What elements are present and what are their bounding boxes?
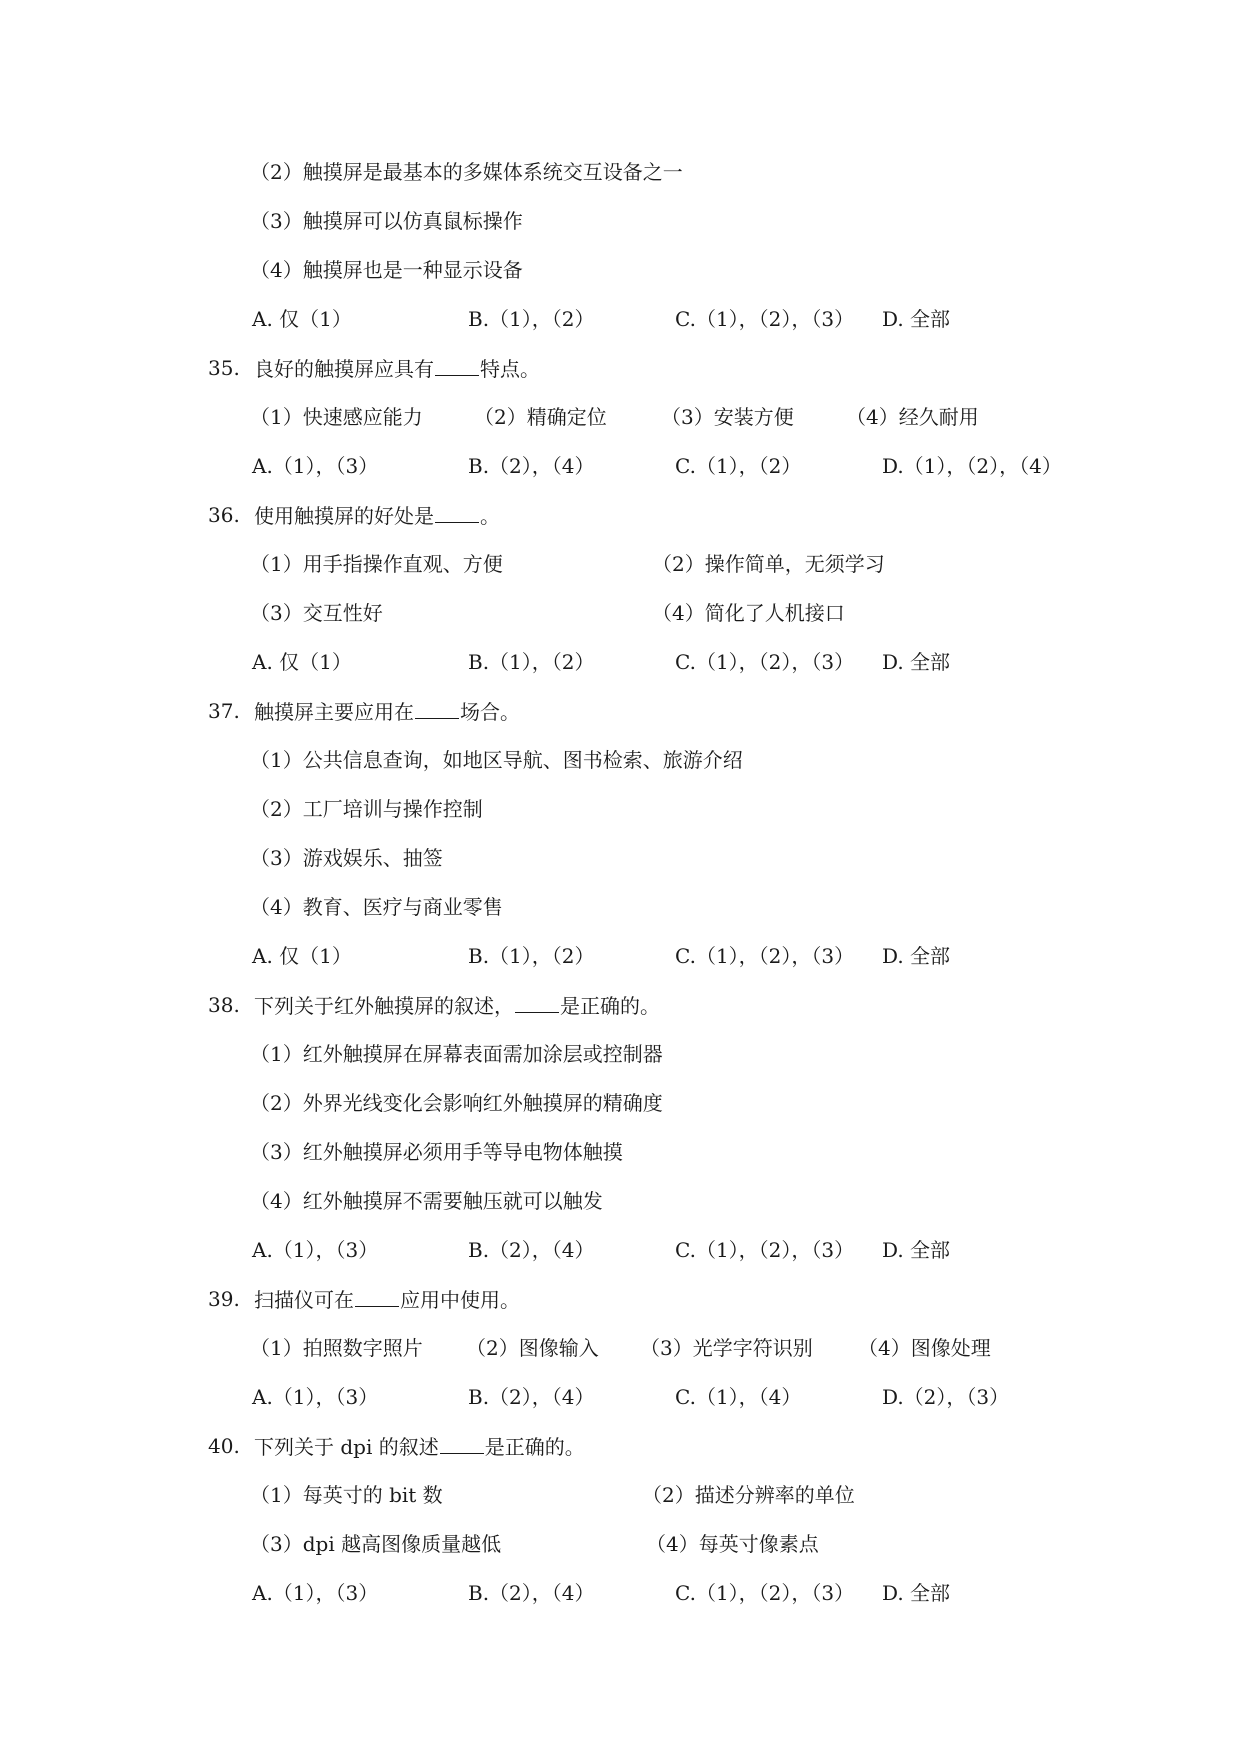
option-b: B.（1），（2） — [468, 307, 595, 331]
question-item: （2）外界光线变化会影响红外触摸屏的精确度 — [250, 1091, 663, 1115]
question-item: （3）交互性好 — [250, 601, 383, 625]
option-a: A. 仅（1） — [252, 307, 352, 331]
option-b: B.（1），（2） — [468, 944, 595, 968]
question-item: （2）描述分辨率的单位 — [642, 1483, 855, 1507]
option-d: D.（1），（2），（4） — [882, 454, 1062, 478]
question-stem — [254, 500, 500, 531]
option-b: B.（1），（2） — [468, 650, 595, 674]
question-item: （1）拍照数字照片 — [250, 1336, 423, 1360]
question-stem — [254, 990, 660, 1021]
question-item: （3）安装方便 — [661, 405, 794, 429]
option-c: C.（1），（2），（3） — [675, 1581, 855, 1605]
question-item: （3）红外触摸屏必须用手等导电物体触摸 — [250, 1140, 623, 1164]
option-a: A.（1），（3） — [252, 454, 379, 478]
question-item: （2）触摸屏是最基本的多媒体系统交互设备之一 — [250, 160, 683, 184]
option-d: D. 全部 — [882, 307, 951, 331]
stem-after: 特点。 — [480, 357, 540, 381]
question-item: （2）图像输入 — [466, 1336, 599, 1360]
stem-before: 使用触摸屏的好处是 — [254, 504, 434, 528]
option-b: B.（2），（4） — [468, 1385, 595, 1409]
option-a: A.（1），（3） — [252, 1385, 379, 1409]
question-stem — [254, 1284, 520, 1315]
question-number: 38. — [208, 993, 240, 1017]
answer-blank — [435, 500, 479, 523]
question-number: 35. — [208, 356, 240, 380]
question-item: （4）图像处理 — [858, 1336, 991, 1360]
stem-before: 下列关于 dpi 的叙述 — [254, 1435, 439, 1459]
answer-blank — [515, 990, 559, 1013]
stem-before: 扫描仪可在 — [254, 1288, 354, 1312]
question-item: （1）红外触摸屏在屏幕表面需加涂层或控制器 — [250, 1042, 663, 1066]
question-item: （4）教育、医疗与商业零售 — [250, 895, 503, 919]
stem-before: 良好的触摸屏应具有 — [254, 357, 434, 381]
stem-after: 。 — [480, 504, 500, 528]
question-item: （1）快速感应能力 — [250, 405, 423, 429]
question-number: 40. — [208, 1434, 240, 1458]
question-item: （2）工厂培训与操作控制 — [250, 797, 483, 821]
question-item: （4）经久耐用 — [846, 405, 979, 429]
stem-after: 场合。 — [460, 700, 520, 724]
answer-blank — [355, 1284, 399, 1307]
option-d: D. 全部 — [882, 944, 951, 968]
question-item: （2）操作简单，无须学习 — [652, 552, 885, 576]
option-c: C.（1），（2），（3） — [675, 650, 855, 674]
option-d: D. 全部 — [882, 650, 951, 674]
answer-blank — [435, 353, 479, 376]
stem-before: 触摸屏主要应用在 — [254, 700, 414, 724]
question-item: （4）每英寸像素点 — [646, 1532, 819, 1556]
question-stem — [254, 353, 540, 384]
question-number: 39. — [208, 1287, 240, 1311]
option-c: C.（1），（4） — [675, 1385, 802, 1409]
question-item: （1）公共信息查询，如地区导航、图书检索、旅游介绍 — [250, 748, 743, 772]
question-item: （4）简化了人机接口 — [652, 601, 845, 625]
option-a: A.（1），（3） — [252, 1581, 379, 1605]
answer-blank — [415, 696, 459, 719]
question-item: （2）精确定位 — [474, 405, 607, 429]
question-item: （1）用手指操作直观、方便 — [250, 552, 503, 576]
option-c: C.（1），（2），（3） — [675, 1238, 855, 1262]
stem-after: 是正确的。 — [560, 994, 660, 1018]
option-a: A. 仅（1） — [252, 944, 352, 968]
stem-after: 应用中使用。 — [400, 1288, 520, 1312]
option-a: A. 仅（1） — [252, 650, 352, 674]
question-item: （3）dpi 越高图像质量越低 — [250, 1532, 502, 1556]
answer-blank — [440, 1431, 484, 1454]
question-number: 37. — [208, 699, 240, 723]
question-item: （4）红外触摸屏不需要触压就可以触发 — [250, 1189, 603, 1213]
question-item: （3）游戏娱乐、抽签 — [250, 846, 443, 870]
question-number: 36. — [208, 503, 240, 527]
option-b: B.（2），（4） — [468, 1238, 595, 1262]
option-d: D. 全部 — [882, 1581, 951, 1605]
option-b: B.（2），（4） — [468, 454, 595, 478]
option-c: C.（1），（2），（3） — [675, 944, 855, 968]
question-item: （3）光学字符识别 — [640, 1336, 813, 1360]
option-d: D.（2），（3） — [882, 1385, 1010, 1409]
option-b: B.（2），（4） — [468, 1581, 595, 1605]
stem-after: 是正确的。 — [484, 1435, 585, 1459]
option-d: D. 全部 — [882, 1238, 951, 1262]
question-stem — [254, 1431, 585, 1462]
option-a: A.（1），（3） — [252, 1238, 379, 1262]
option-c: C.（1），（2），（3） — [675, 307, 855, 331]
question-item: （1）每英寸的 bit 数 — [250, 1483, 443, 1507]
option-c: C.（1），（2） — [675, 454, 802, 478]
question-stem — [254, 696, 520, 727]
question-item: （4）触摸屏也是一种显示设备 — [250, 258, 523, 282]
stem-before: 下列关于红外触摸屏的叙述， — [254, 994, 514, 1018]
question-item: （3）触摸屏可以仿真鼠标操作 — [250, 209, 523, 233]
